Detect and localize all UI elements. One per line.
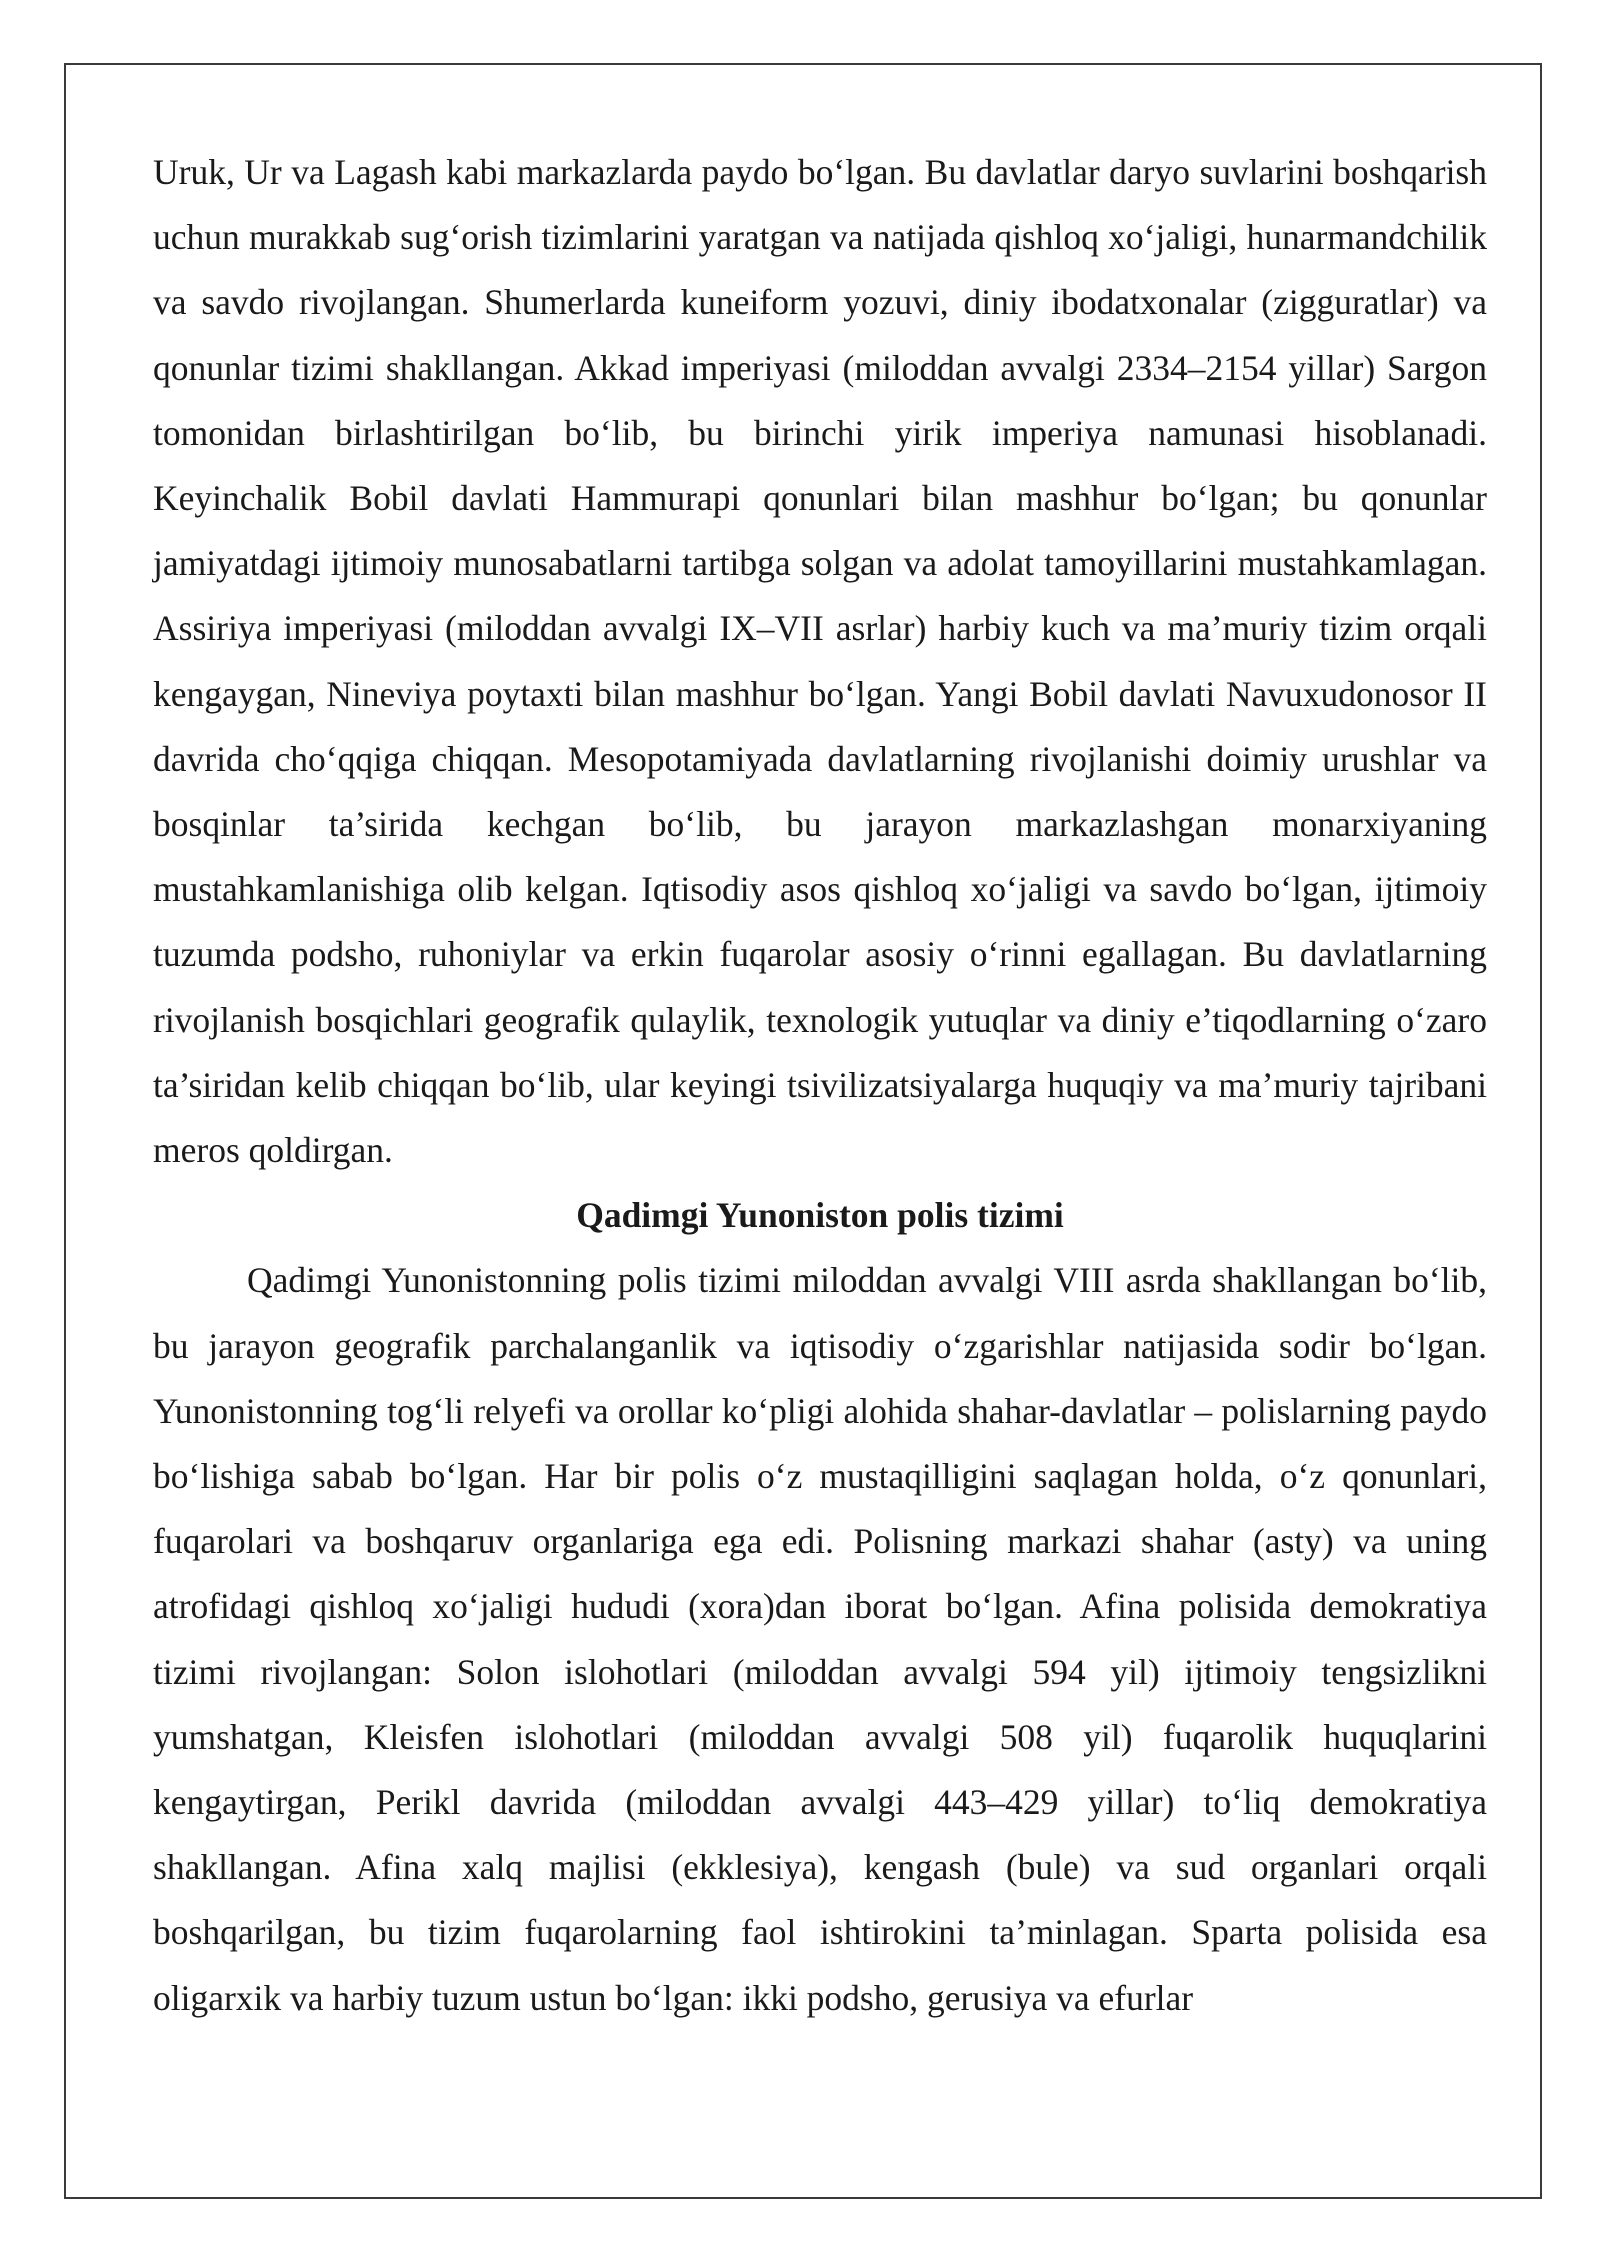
section-heading: Qadimgi Yunoniston polis tizimi	[576, 1195, 1064, 1236]
paragraph-greek-polis: Qadimgi Yunonistonning polis tizimi miloddan avvalgi VIII asrda shakllangan bo‘lib, bu jarayon geografik parchalanganlik va iqtisodiy o‘zgarishlar natijasida sodir bo‘lgan. Yunonistonning tog‘li relyefi va orollar ko‘pligi alohida shahar-davlatlar – polislarning paydo bo‘lishiga sabab bo‘lgan. Har bir polis o‘z mustaqilligini saqlagan holda, o‘z qonunlari, fuqarolari va boshqaruv organlariga ega edi. Polisning markazi shahar (asty) va uning atrofidagi qishloq xo‘jaligi hududi (xora)dan iborat bo‘lgan. Afina polisida demokratiya tizimi rivojlangan: Solon islohotlari (miloddan avvalgi 594 yil) ijtimoiy tengsizlikni yumshatgan, Kleisfen islohotlari (miloddan avvalgi 508 yil) fuqarolik huquqlarini kengaytirgan, Perikl davrida (miloddan avvalgi 443–429 yillar) to‘liq demokratiya shakllangan. Afina xalq majlisi (ekklesiya), kengash (bule) va sud organlari orqali boshqarilgan, bu tizim fuqarolarning faol ishtirokini ta’minlagan. Sparta polisida esa oligarxik va harbiy tuzum ustun bo‘lgan: ikki podsho, gerusiya va efurlar	[153, 1260, 1487, 2018]
document-body	[153, 140, 1487, 2031]
paragraph-mesopotamia: Uruk, Ur va Lagash kabi markazlarda paydo bo‘lgan. Bu davlatlar daryo suvlarini boshqarish uchun murakkab sug‘orish tizimlarini yaratgan va natijada qishloq xo‘jaligi, hunarmandchilik va savdo rivojlangan. Shumerlarda kuneiform yozuvi, diniy ibodatxonalar (zigguratlar) va qonunlar tizimi shakllangan. Akkad imperiyasi (miloddan avvalgi 2334–2154 yillar) Sargon tomonidan birlashtirilgan bo‘lib, bu birinchi yirik imperiya namunasi hisoblanadi. Keyinchalik Bobil davlati Hammurapi qonunlari bilan mashhur bo‘lgan; bu qonunlar jamiyatdagi ijtimoiy munosabatlarni tartibga solgan va adolat tamoyillarini mustahkamlagan. Assiriya imperiyasi (miloddan avvalgi IX–VII asrlar) harbiy kuch va ma’muriy tizim orqali kengaygan, Nineviya poytaxti bilan mashhur bo‘lgan. Yangi Bobil davlati Navuxudonosor II davrida cho‘qqiga chiqqan. Mesopotamiyada davlatlarning rivojlanishi doimiy urushlar va bosqinlar ta’sirida kechgan bo‘lib, bu jarayon markazlashgan monarxiyaning mustahkamlanishiga olib kelgan. Iqtisodiy asos qishloq xo‘jaligi va savdo bo‘lgan, ijtimoiy tuzumda podsho, ruhoniylar va erkin fuqarolar asosiy o‘rinni egallagan. Bu davlatlarning rivojlanish bosqichlari geografik qulaylik, texnologik yutuqlar va diniy e’tiqodlarning o‘zaro ta’siridan kelib chiqqan bo‘lib, ular keyingi tsivilizatsiyalarga huquqiy va ma’muriy tajribani meros qoldirgan.	[153, 152, 1487, 1171]
